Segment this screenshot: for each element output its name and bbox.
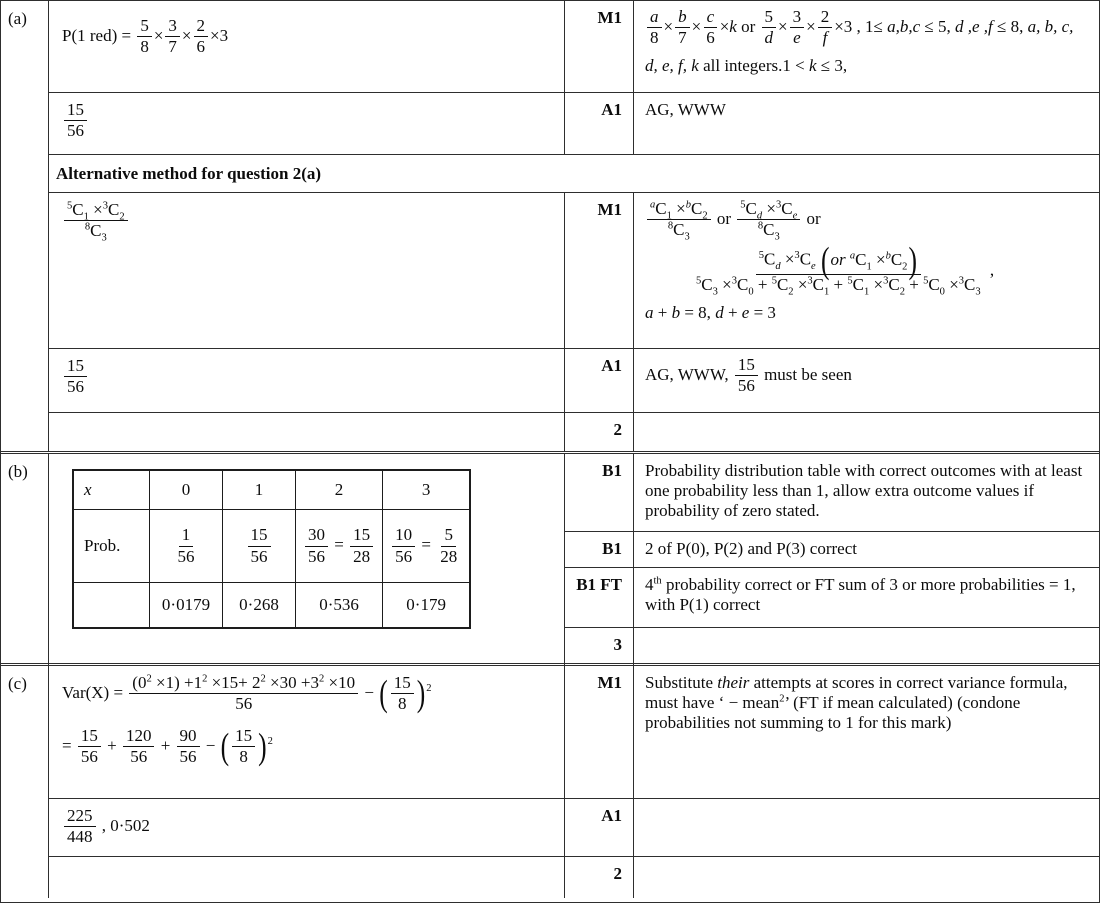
answer-cell (49, 349, 565, 413)
table-cell: 2 (296, 470, 383, 510)
mark-code: B1 FT (565, 568, 634, 628)
guidance-cell: Probability distribution table with correct outcomes with at least one probability less than 1, allow extra outcome values if probability of zero stated. (634, 454, 1099, 532)
answer-cell (49, 93, 565, 155)
mark-code: B1 (565, 454, 634, 532)
guidance-line: $\frac{a}{8}$ × $\frac{b}{7}$ × $\frac{c}{6}$ ×k or $\frac{5}{d}$ × $\frac{3}{e}$ × $\frac{2}{f}$ ×3 , 1≤ a,b,c ≤ 5, d ,e ,f ≤ 8, a, b, c, (645, 8, 1085, 48)
answer-cell (49, 454, 565, 666)
part-label-b: (b) (1, 454, 49, 666)
answer-fraction: $\frac{15}{56}$ (62, 110, 89, 129)
answer-cell (49, 1, 565, 93)
guidance-cell-empty (634, 628, 1099, 666)
table-cell: $\frac{1}{56}$ (150, 510, 223, 583)
guidance-cell: 2 of P(0), P(2) and P(3) correct (634, 532, 1099, 568)
mark-code: A1 (565, 349, 634, 413)
guidance-line: d, e, f, k all integers.1 < k ≤ 3, (645, 55, 848, 75)
mark-code: A1 (565, 93, 634, 155)
answer-cell (49, 666, 565, 799)
alternative-method-header: Alternative method for question 2(a) (49, 155, 1099, 193)
table-cell: Prob. (73, 510, 150, 583)
table-cell: $\frac{15}{56}$ (223, 510, 296, 583)
working-formula: P(1 red) = $\frac{5}{8}$ × $\frac{3}{7}$ × $\frac{2}{6}$ ×3 (62, 16, 229, 57)
guidance-cell (634, 1, 1099, 93)
table-cell: 0·536 (296, 583, 383, 629)
guidance-cell (634, 799, 1099, 857)
guidance-cell: Substitute their attempts at scores in correct variance formula, must have ‘ − mean$^2$’ (FT if mean calculated) (condone probabilities not summing to 1 for this mark) (634, 666, 1099, 799)
mark-code: M1 (565, 193, 634, 349)
answer-cell-empty (49, 857, 565, 898)
guidance-cell-empty (634, 857, 1099, 898)
probability-distribution-table (72, 469, 471, 629)
answer-cell (49, 799, 565, 857)
part-label-c: (c) (1, 666, 49, 898)
guidance-cell (634, 349, 1099, 413)
guidance-cell (634, 93, 1099, 155)
table-cell: 1 (223, 470, 296, 510)
guidance-line: $^5C_d \times^3C_e$ ( or $^aC_1 \times^bC_2$ ) $^5C_3 \times^3C_0 + ^5C_2 \times^3C_1 + ^5C_1 \times^3C_2 + ^5C_0 \times^3C_3$ , (696, 239, 995, 298)
mark-code: A1 (565, 799, 634, 857)
table-cell (73, 583, 150, 629)
guidance-line: $\frac{^aC_1 \times^bC_2}{^8C_3}$ or $\frac{^5C_d \times^3C_e}{^8C_3}$ or (645, 200, 1085, 240)
guidance-line: AG, WWW, $\frac{15}{56}$ must be seen (645, 355, 852, 396)
guidance-cell: 4th probability correct or FT sum of 3 or more probabilities = 1, with P(1) correct (634, 568, 1099, 628)
mark-code: M1 (565, 666, 634, 799)
table-cell: $\frac{10}{56}$ = $\frac{5}{28}$ (383, 510, 471, 583)
table-cell: $\frac{30}{56}$ = $\frac{15}{28}$ (296, 510, 383, 583)
section-c (1, 663, 1099, 895)
total-marks: 2 (565, 857, 634, 898)
section-a (1, 1, 1099, 451)
working-formula: = $\frac{15}{56}$ + $\frac{120}{56}$ + $\frac{90}{56}$ − ( $\frac{15}{8}$ ) $^2$ (62, 725, 273, 768)
table-cell: 0·179 (383, 583, 471, 629)
part-label-a: (a) (1, 1, 49, 451)
mark-code: M1 (565, 1, 634, 93)
table-cell: 3 (383, 470, 471, 510)
table-cell: x (73, 470, 150, 510)
total-marks: 2 (565, 413, 634, 451)
section-b (1, 451, 1099, 663)
working-formula: Var(X) = $\frac{(0^2 \times 1) +1^2 \times 15+ 2^2 \times 30 +3^2 \times 10}{56}$ − ( $\frac{15}{8}$ ) $^2$ (62, 672, 432, 715)
answer-cell-empty (49, 413, 565, 451)
answer-fraction: $\frac{15}{56}$ (62, 366, 89, 385)
working-formula: $\frac{^5C_1 \times^3C_2}{^8C_3}$ (62, 210, 130, 229)
table-cell: 0·0179 (150, 583, 223, 629)
table-cell: 0·268 (223, 583, 296, 629)
total-marks: 3 (565, 628, 634, 666)
answer-cell (49, 193, 565, 349)
mark-code: B1 (565, 532, 634, 568)
guidance-line: AG, WWW (645, 100, 726, 119)
answer-fraction: $\frac{225}{448}$ , 0·502 (62, 816, 150, 835)
guidance-cell (634, 193, 1099, 349)
table-cell: 0 (150, 470, 223, 510)
guidance-cell-empty (634, 413, 1099, 451)
guidance-line: a + b = 8, d + e = 3 (645, 302, 776, 322)
